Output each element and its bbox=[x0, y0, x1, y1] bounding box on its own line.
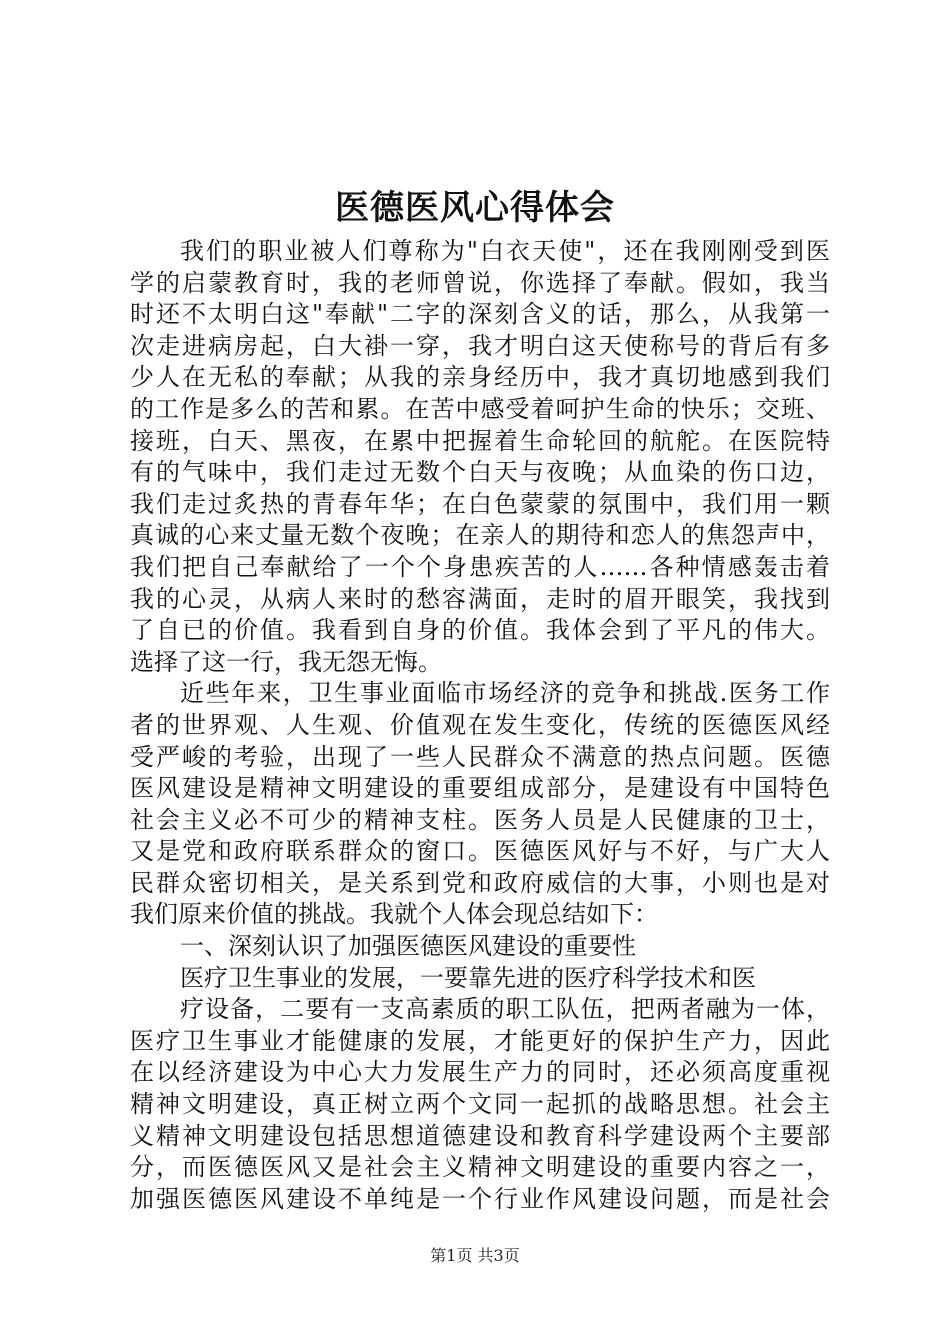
text-line: 民群众密切相关，是关系到党和政府威信的大事，小则也是对 bbox=[130, 868, 830, 897]
text-line: 医疗卫生事业的发展，一要靠先进的医疗科学技术和医 bbox=[180, 963, 756, 992]
text-line: 受严峻的考验，出现了一些人民群众不满意的热点问题。医德 bbox=[130, 742, 830, 771]
text-line: 一、深刻认识了加强医德医风建设的重要性 bbox=[180, 932, 636, 961]
text-line: 时还不太明白这"奉献"二字的深刻含义的话，那么，从我第一 bbox=[130, 300, 830, 329]
page-title: 医德医风心得体会 bbox=[335, 188, 615, 228]
text-line: 有的气味中，我们走过无数个白天与夜晚；从血染的伤口边， bbox=[130, 458, 830, 487]
page-footer: 第1页 共3页 bbox=[430, 1246, 520, 1265]
text-line: 义精神文明建设包括思想道德建设和教育科学建设两个主要部 bbox=[130, 1121, 830, 1150]
text-line: 我们把自己奉献给了一个个身患疾苦的人……各种情感轰击着 bbox=[130, 552, 830, 581]
text-line: 我们走过炙热的青春年华；在白色蒙蒙的氛围中，我们用一颗 bbox=[130, 489, 830, 518]
text-line: 又是党和政府联系群众的窗口。医德医风好与不好，与广大人 bbox=[130, 837, 830, 866]
text-line: 学的启蒙教育时，我的老师曾说，你选择了奉献。假如，我当 bbox=[130, 268, 830, 297]
text-line: 了自已的价值。我看到自身的价值。我体会到了平凡的伟大。 bbox=[130, 616, 830, 645]
text-line: 医风建设是精神文明建设的重要组成部分，是建设有中国特色 bbox=[130, 774, 830, 803]
text-line: 分，而医德医风又是社会主义精神文明建设的重要内容之一， bbox=[130, 1153, 830, 1182]
text-line: 真诚的心来丈量无数个夜晚；在亲人的期待和恋人的焦怨声中， bbox=[130, 521, 830, 550]
text-line: 医疗卫生事业才能健康的发展，才能更好的保护生产力，因此 bbox=[130, 1026, 830, 1055]
text-line: 我们的职业被人们尊称为"白衣天使"，还在我刚刚受到医 bbox=[180, 237, 830, 265]
text-line: 在以经济建设为中心大力发展生产力的同时，还必须高度重视 bbox=[130, 1058, 830, 1087]
text-line: 我的心灵，从病人来时的愁容满面，走时的眉开眼笑，我找到 bbox=[130, 584, 830, 613]
document-body bbox=[130, 236, 830, 1215]
text-line: 加强医德医风建设不单纯是一个行业作风建设问题，而是社会 bbox=[130, 1184, 830, 1213]
text-line: 社会主义必不可少的精神支柱。医务人员是人民健康的卫士， bbox=[130, 805, 830, 834]
text-line: 选择了这一行，我无怨无悔。 bbox=[130, 647, 442, 676]
text-line: 者的世界观、人生观、价值观在发生变化，传统的医德医风经 bbox=[130, 710, 830, 739]
text-line: 接班，白天、黑夜，在累中把握着生命轮回的航舵。在医院特 bbox=[130, 426, 830, 455]
text-line: 次走进病房起，白大褂一穿，我才明白这天使称号的背后有多 bbox=[130, 331, 830, 360]
text-line: 的工作是多么的苦和累。在苦中感受着呵护生命的快乐；交班、 bbox=[130, 394, 830, 423]
text-line: 少人在无私的奉献；从我的亲身经历中，我才真切地感到我们 bbox=[130, 363, 830, 392]
text-line: 疗设备，二要有一支高素质的职工队伍，把两者融为一体， bbox=[180, 995, 830, 1024]
text-line: 精神文明建设，真正树立两个文同一起抓的战略思想。社会主 bbox=[130, 1090, 830, 1119]
text-line: 我们原来价值的挑战。我就个人体会现总结如下： bbox=[130, 900, 658, 929]
text-line: 近些年来，卫生事业面临市场经济的竞争和挑战.医务工作 bbox=[180, 679, 830, 708]
